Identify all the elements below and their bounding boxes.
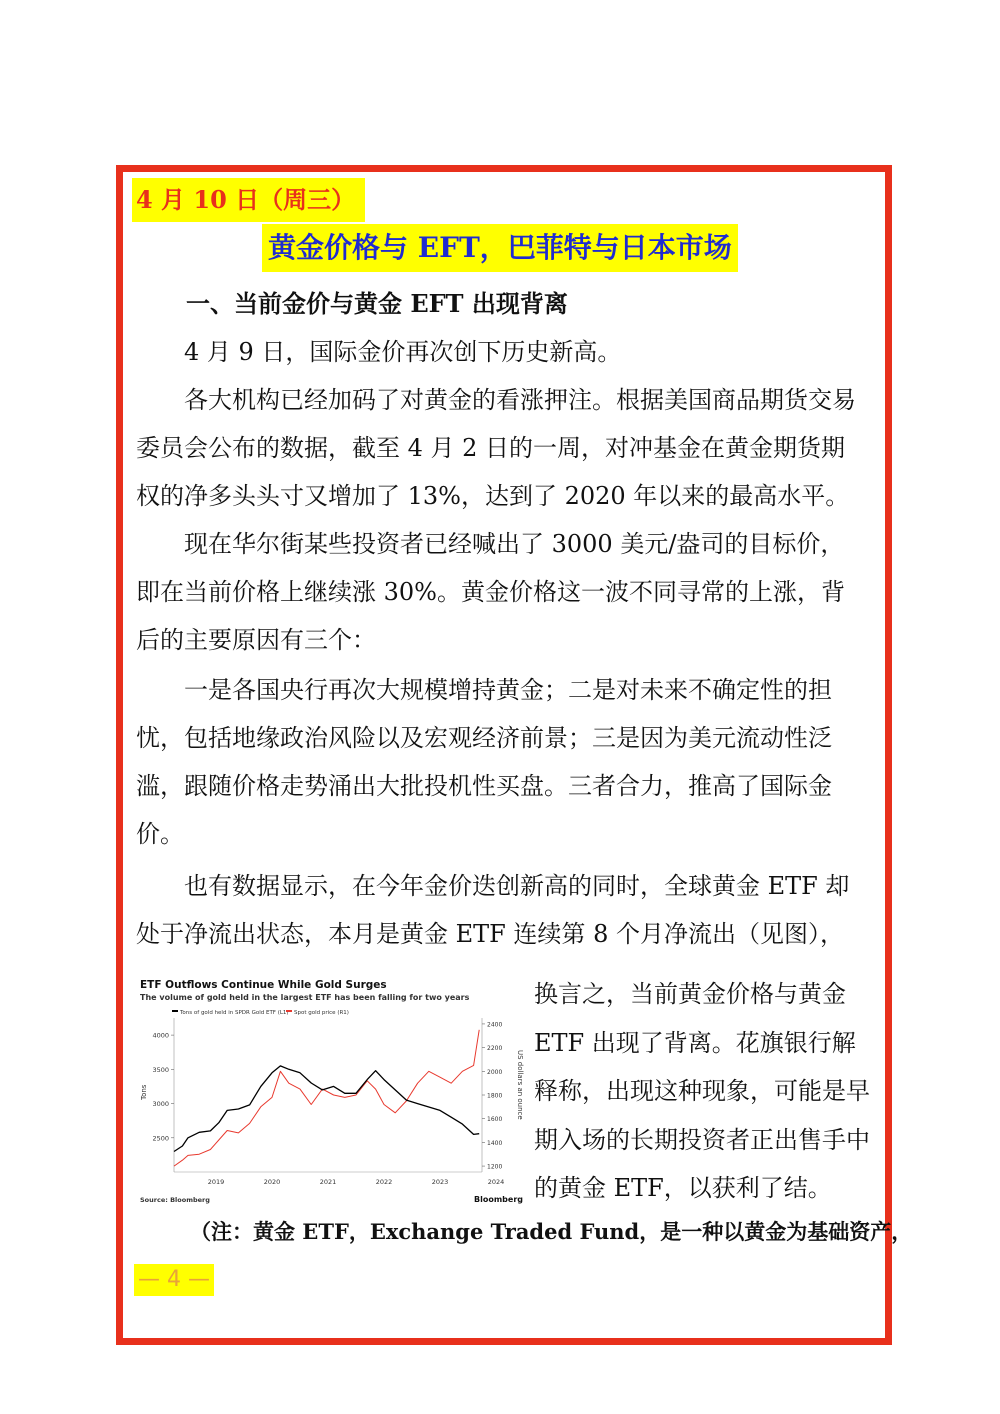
page-number: — 4 — xyxy=(134,1264,214,1296)
bloomberg-logo: Bloomberg xyxy=(474,1195,523,1204)
y2-tick-label: 2400 xyxy=(487,1021,503,1029)
paragraph: 现在华尔街某些投资者已经喊出了 3000 美元/盎司的目标价，即在当前价格上继续涨 30%。黄金价格这一波不同寻常的上涨，背后的主要原因有三个： xyxy=(136,530,845,654)
x-tick-label: 2019 xyxy=(207,1178,225,1186)
chart-title: ETF Outflows Continue While Gold Surges xyxy=(140,979,387,991)
chart-source: Source: Bloomberg xyxy=(140,1196,210,1204)
x-tick-label: 2023 xyxy=(431,1178,449,1186)
legend-item: Tons of gold held in SPDR Gold ETF (L1) xyxy=(180,1010,289,1016)
y2-tick-label: 1800 xyxy=(487,1092,503,1100)
y2-tick-label: 1600 xyxy=(487,1116,503,1124)
y-tick-label: 3500 xyxy=(152,1065,169,1074)
y-tick-label: 3000 xyxy=(152,1100,169,1109)
paragraph: 一是各国央行再次大规模增持黄金；二是对未来不确定性的担忧，包括地缘政治风险以及宏观经济前景；三是因为美元流动性泛滥，跟随价格走势涌出大批投机性买盘。三者合力，推高了国际金价。 xyxy=(136,676,832,848)
date-label: 4 月 10 日（周三） xyxy=(132,178,365,222)
x-tick-label: 2024 xyxy=(487,1178,505,1186)
x-tick-label: 2020 xyxy=(263,1178,281,1186)
y-tick-label: 4000 xyxy=(152,1031,169,1040)
gold-price-line xyxy=(174,1030,479,1166)
chart-legend xyxy=(172,1010,349,1016)
gold-etf-chart xyxy=(138,972,526,1208)
chart-subtitle: The volume of gold held in the largest ETF has been falling for two years xyxy=(140,993,470,1002)
y-tick-label: 2500 xyxy=(152,1134,169,1143)
wrapped-paragraph: 换言之，当前黄金价格与黄金 ETF 出现了背离。花旗银行解释称，出现这种现象，可能是早期入场的长期投资者正出售手中的黄金 ETF，以获利了结。 xyxy=(534,980,870,1202)
y2-tick-label: 2000 xyxy=(487,1068,503,1076)
y-axis-label: Tons xyxy=(140,1084,148,1100)
y2-axis-label: US dollars an ounce xyxy=(516,1050,524,1120)
y2-tick-label: 1200 xyxy=(487,1163,503,1171)
footnote: （注：黄金 ETF，Exchange Traded Fund，是一种以黄金为基础资产， xyxy=(190,1219,913,1244)
y2-tick-label: 2200 xyxy=(487,1045,503,1053)
paragraph: 各大机构已经加码了对黄金的看涨押注。根据美国商品期货交易委员会公布的数据，截至 4 月 2 日的一周，对冲基金在黄金期货期权的净多头头寸又增加了 13%，达到了 2020 年以来的最高水平。 xyxy=(136,386,856,510)
y2-tick-label: 1400 xyxy=(487,1139,503,1147)
section-heading: 一、当前金价与黄金 EFT 出现背离 xyxy=(186,289,568,318)
legend-item: Spot gold price (R1) xyxy=(294,1010,349,1016)
x-tick-label: 2022 xyxy=(375,1178,393,1186)
paragraph: 也有数据显示，在今年金价迭创新高的同时，全球黄金 ETF 却处于净流出状态，本月是黄金 ETF 连续第 8 个月净流出（见图）， xyxy=(136,872,850,948)
paragraph: 4 月 9 日，国际金价再次创下历史新高。 xyxy=(184,338,622,366)
x-tick-label: 2021 xyxy=(319,1178,337,1186)
plot-area xyxy=(152,1018,504,1186)
page-title: 黄金价格与 EFT，巴菲特与日本市场 xyxy=(262,224,738,272)
